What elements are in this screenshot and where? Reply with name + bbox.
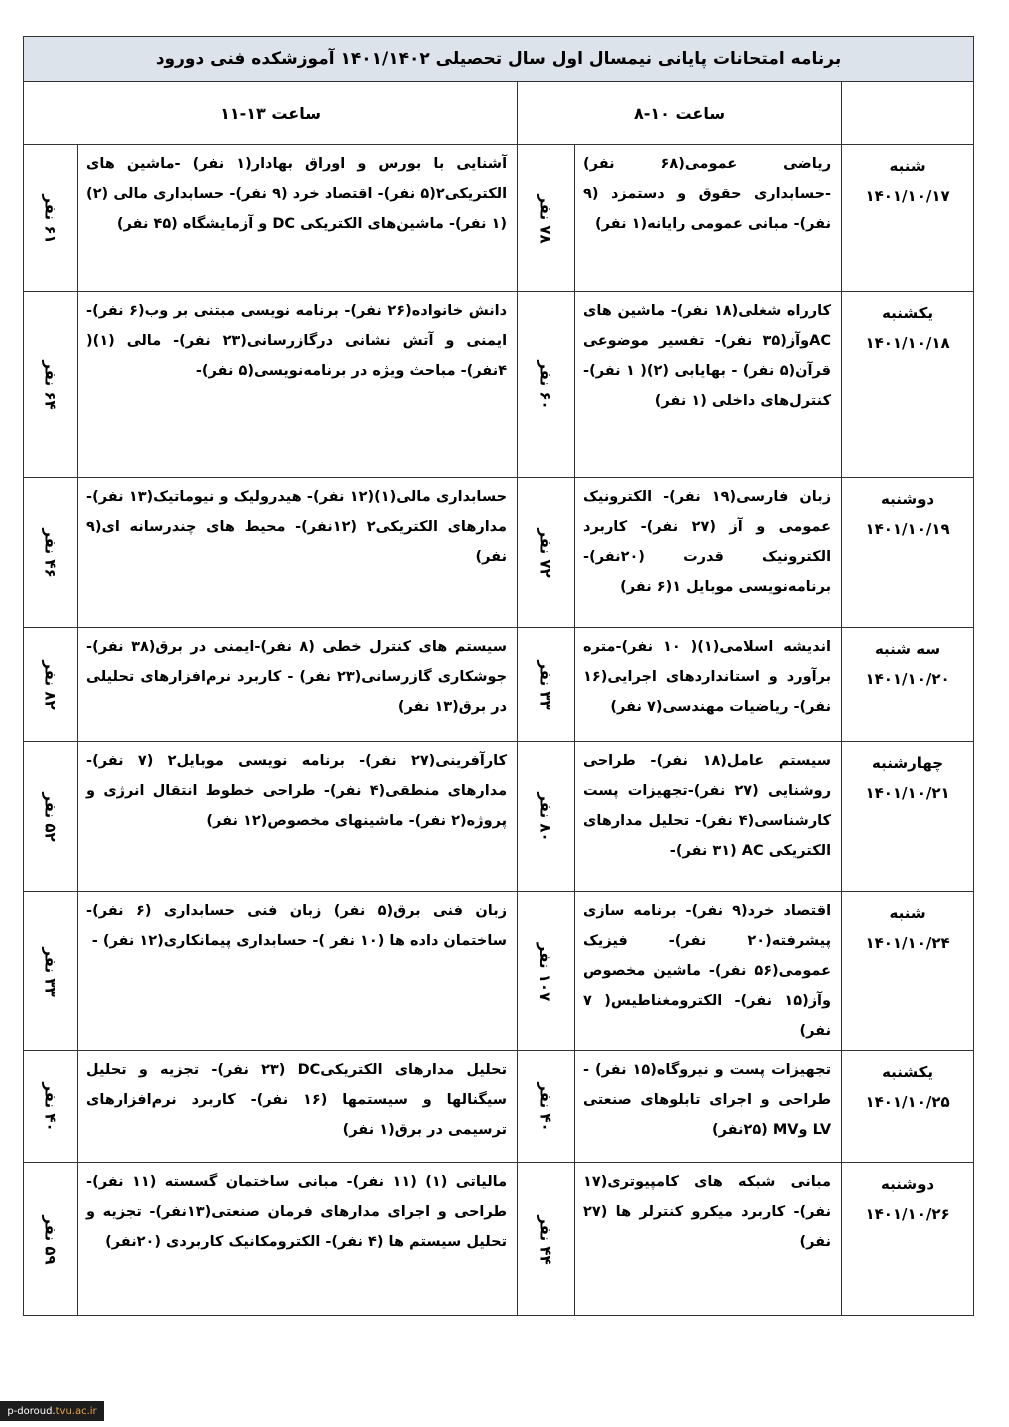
- afternoon-count-cell: [24, 292, 78, 478]
- afternoon-count: ۸۲ نفر: [41, 660, 60, 710]
- afternoon-count: ۶۱ نفر: [41, 193, 60, 244]
- morning-count: ۴۴ نفر: [537, 1214, 556, 1265]
- day-column-header: [842, 82, 974, 145]
- afternoon-column-header: ساعت ۱۳-۱۱: [24, 82, 518, 145]
- afternoon-count-cell: [24, 478, 78, 628]
- afternoon-count-cell: [24, 892, 78, 1051]
- footer-prefix: p-doroud.: [7, 1405, 56, 1417]
- exam-date: ۱۴۰۱/۱۰/۱۷: [865, 187, 950, 205]
- schedule-rows: [24, 145, 974, 1316]
- table-row: [24, 628, 974, 742]
- morning-count: ۶۰ نفر: [537, 360, 556, 410]
- table-row: [24, 145, 974, 292]
- morning-count-cell: [518, 478, 575, 628]
- afternoon-exams: حسابداری مالی(۱)(۱۲ نفر)- هیدرولیک و نیوماتیک(۱۳ نفر)- مدارهای الکتریکی۲ (۱۲نفر)- محیط های چندرسانه ای(۹ نفر): [78, 478, 518, 628]
- morning-count: ۳۳ نفر: [537, 660, 556, 710]
- afternoon-exams: آشنایی با بورس و اوراق بهادار(۱ نفر) -ماشین های الکتریکی۲(۵ نفر)- اقتصاد خرد (۹ نفر)- حسابداری مالی (۲) (۱ نفر)- ماشین‌های الکتریکی DC و آزمایشگاه (۴۵ نفر): [78, 145, 518, 292]
- exam-date: ۱۴۰۱/۱۰/۱۸: [865, 334, 950, 352]
- morning-exams: کارراه شغلی(۱۸ نفر)- ماشین های ACوآز(۳۵ نفر)- تفسیر موضوعی قرآن(۵ نفر) - بهایابی (۲)( ۱ نفر)- کنترل‌های داخلی (۱ نفر): [575, 292, 842, 478]
- table-row: [24, 742, 974, 892]
- afternoon-exams: دانش خانواده(۲۶ نفر)- برنامه نویسی مبتنی بر وب(۶ نفر)- ایمنی و آتش نشانی درگازرسانی(۲۳ نفر)- مالی (۱)( ۴نفر)- مباحث ویژه در برنامه‌نویسی(۵ نفر)-: [78, 292, 518, 478]
- exam-date: ۱۴۰۱/۱۰/۲۶: [865, 1205, 950, 1223]
- table-row: [24, 478, 974, 628]
- day-cell: [842, 1051, 974, 1163]
- morning-count: ۱۰۷ نفر: [535, 942, 554, 1001]
- exam-date: ۱۴۰۱/۱۰/۲۱: [865, 784, 950, 802]
- afternoon-count: ۴۰ نفر: [41, 1082, 60, 1132]
- morning-column-header: ساعت ۱۰-۸: [518, 82, 842, 145]
- exam-date: ۱۴۰۱/۱۰/۱۹: [865, 520, 950, 538]
- table-row: [24, 892, 974, 1051]
- morning-count-cell: [518, 742, 575, 892]
- morning-count: ۷۲ نفر: [537, 528, 556, 578]
- day-cell: [842, 628, 974, 742]
- morning-count-cell: [518, 1051, 575, 1163]
- afternoon-count: ۴۶ نفر: [41, 528, 60, 578]
- morning-exams: تجهیزات پست و نیروگاه(۱۵ نفر) - طراحی و اجرای تابلوهای صنعتی LV وMV (۲۵نفر): [575, 1051, 842, 1163]
- morning-count-cell: [518, 292, 575, 478]
- afternoon-count: ۳۳ نفر: [41, 946, 60, 997]
- schedule-title: برنامه امتحانات پایانی نیمسال اول سال تحصیلی ۱۴۰۱/۱۴۰۲ آموزشکده فنی دورود: [24, 37, 974, 82]
- table-row: [24, 292, 974, 478]
- exam-date: ۱۴۰۱/۱۰/۲۴: [865, 934, 950, 952]
- morning-count-cell: [518, 1163, 575, 1316]
- day-name: سه شنبه: [874, 640, 941, 658]
- table-row: [24, 1163, 974, 1316]
- afternoon-count-cell: [24, 742, 78, 892]
- website-footer-badge: [0, 1401, 104, 1421]
- table-row: [24, 1051, 974, 1163]
- morning-exams: مبانی شبکه های کامپیوتری(۱۷ نفر)- کاربرد میکرو کنترلر ها (۲۷ نفر): [575, 1163, 842, 1316]
- day-cell: [842, 478, 974, 628]
- morning-exams: اندیشه اسلامی(۱)( ۱۰ نفر)-متره برآورد و استانداردهای اجرایی(۱۶ نفر)- ریاضیات مهندسی(۷ نفر): [575, 628, 842, 742]
- day-name: شنبه: [889, 157, 926, 175]
- afternoon-exams: مالیاتی (۱) (۱۱ نفر)- مبانی ساختمان گسسته (۱۱ نفر)- طراحی و اجرای مدارهای فرمان صنعتی(۱۳نفر)- تجزیه و تحلیل سیستم ها (۴ نفر)- الکترومکانیک کاربردی (۲۰نفر): [78, 1163, 518, 1316]
- morning-exams: زبان فارسی(۱۹ نفر)- الکترونیک عمومی و آز (۲۷ نفر)- کاربرد الکترونیک قدرت (۲۰نفر)- برنامه‌نویسی موبایل ۱(۶ نفر): [575, 478, 842, 628]
- exam-date: ۱۴۰۱/۱۰/۲۰: [865, 670, 950, 688]
- morning-exams: اقتصاد خرد(۹ نفر)- برنامه سازی پیشرفته(۲۰ نفر)- فیزیک عمومی(۵۶ نفر)- ماشین مخصوص وآز(۱۵ نفر)- الکترومغناطیس( ۷ نفر): [575, 892, 842, 1051]
- day-cell: [842, 742, 974, 892]
- exam-schedule-table: [23, 36, 974, 1316]
- afternoon-exams: سیستم های کنترل خطی (۸ نفر)-ایمنی در برق(۳۸ نفر)- جوشکاری گازرسانی(۲۳ نفر) - کاربرد نرم‌افزارهای تحلیلی در برق(۱۳ نفر): [78, 628, 518, 742]
- day-cell: [842, 1163, 974, 1316]
- afternoon-count: ۵۹ نفر: [41, 1214, 60, 1265]
- morning-count-cell: [518, 628, 575, 742]
- day-cell: [842, 145, 974, 292]
- day-name: شنبه: [889, 904, 926, 922]
- afternoon-count-cell: [24, 628, 78, 742]
- footer-domain: tvu.ac.ir: [55, 1405, 97, 1417]
- afternoon-count-cell: [24, 1163, 78, 1316]
- exam-date: ۱۴۰۱/۱۰/۲۵: [865, 1093, 950, 1111]
- morning-exams: سیستم عامل(۱۸ نفر)- طراحی روشنایی (۲۷ نفر)-تجهیزات پست کارشناسی(۴ نفر)- تحلیل مدارهای الکتریکی AC (۳۱ نفر)-: [575, 742, 842, 892]
- day-name: چهارشنبه: [872, 754, 944, 772]
- day-cell: [842, 892, 974, 1051]
- morning-exams: ریاضی عمومی(۶۸ نفر) -حسابداری حقوق و دستمزد (۹ نفر)- مبانی عمومی رایانه(۱ نفر): [575, 145, 842, 292]
- morning-count: ۴۰ نفر: [537, 1082, 556, 1132]
- afternoon-exams: کارآفرینی(۲۷ نفر)- برنامه نویسی موبایل۲ (۷ نفر)- مدارهای منطقی(۴ نفر)- طراحی خطوط انتقال انرژی و پروژه(۲ نفر)- ماشینهای مخصوص(۱۲ نفر): [78, 742, 518, 892]
- day-cell: [842, 292, 974, 478]
- day-name: یکشنبه: [882, 304, 934, 322]
- afternoon-count-cell: [24, 1051, 78, 1163]
- morning-count-cell: [518, 892, 575, 1051]
- afternoon-count: ۵۲ نفر: [41, 792, 60, 842]
- afternoon-count: ۶۴ نفر: [41, 360, 60, 410]
- morning-count-cell: [518, 145, 575, 292]
- afternoon-exams: تحلیل مدارهای الکتریکیDC (۲۳ نفر)- تجزیه و تحلیل سیگنالها و سیستمها (۱۶ نفر)- کاربرد نرم‌افزارهای ترسیمی در برق(۱ نفر): [78, 1051, 518, 1163]
- morning-count: ۷۸ نفر: [537, 193, 556, 244]
- morning-count: ۸۰ نفر: [537, 792, 556, 842]
- afternoon-exams: زبان فنی برق(۵ نفر) زبان فنی حسابداری (۶ نفر)- ساختمان داده ها (۱۰ نفر )- حسابداری پیمانکاری(۱۲ نفر) -: [78, 892, 518, 1051]
- day-name: دوشنبه: [880, 490, 935, 508]
- day-name: یکشنبه: [882, 1063, 934, 1081]
- afternoon-count-cell: [24, 145, 78, 292]
- day-name: دوشنبه: [880, 1175, 935, 1193]
